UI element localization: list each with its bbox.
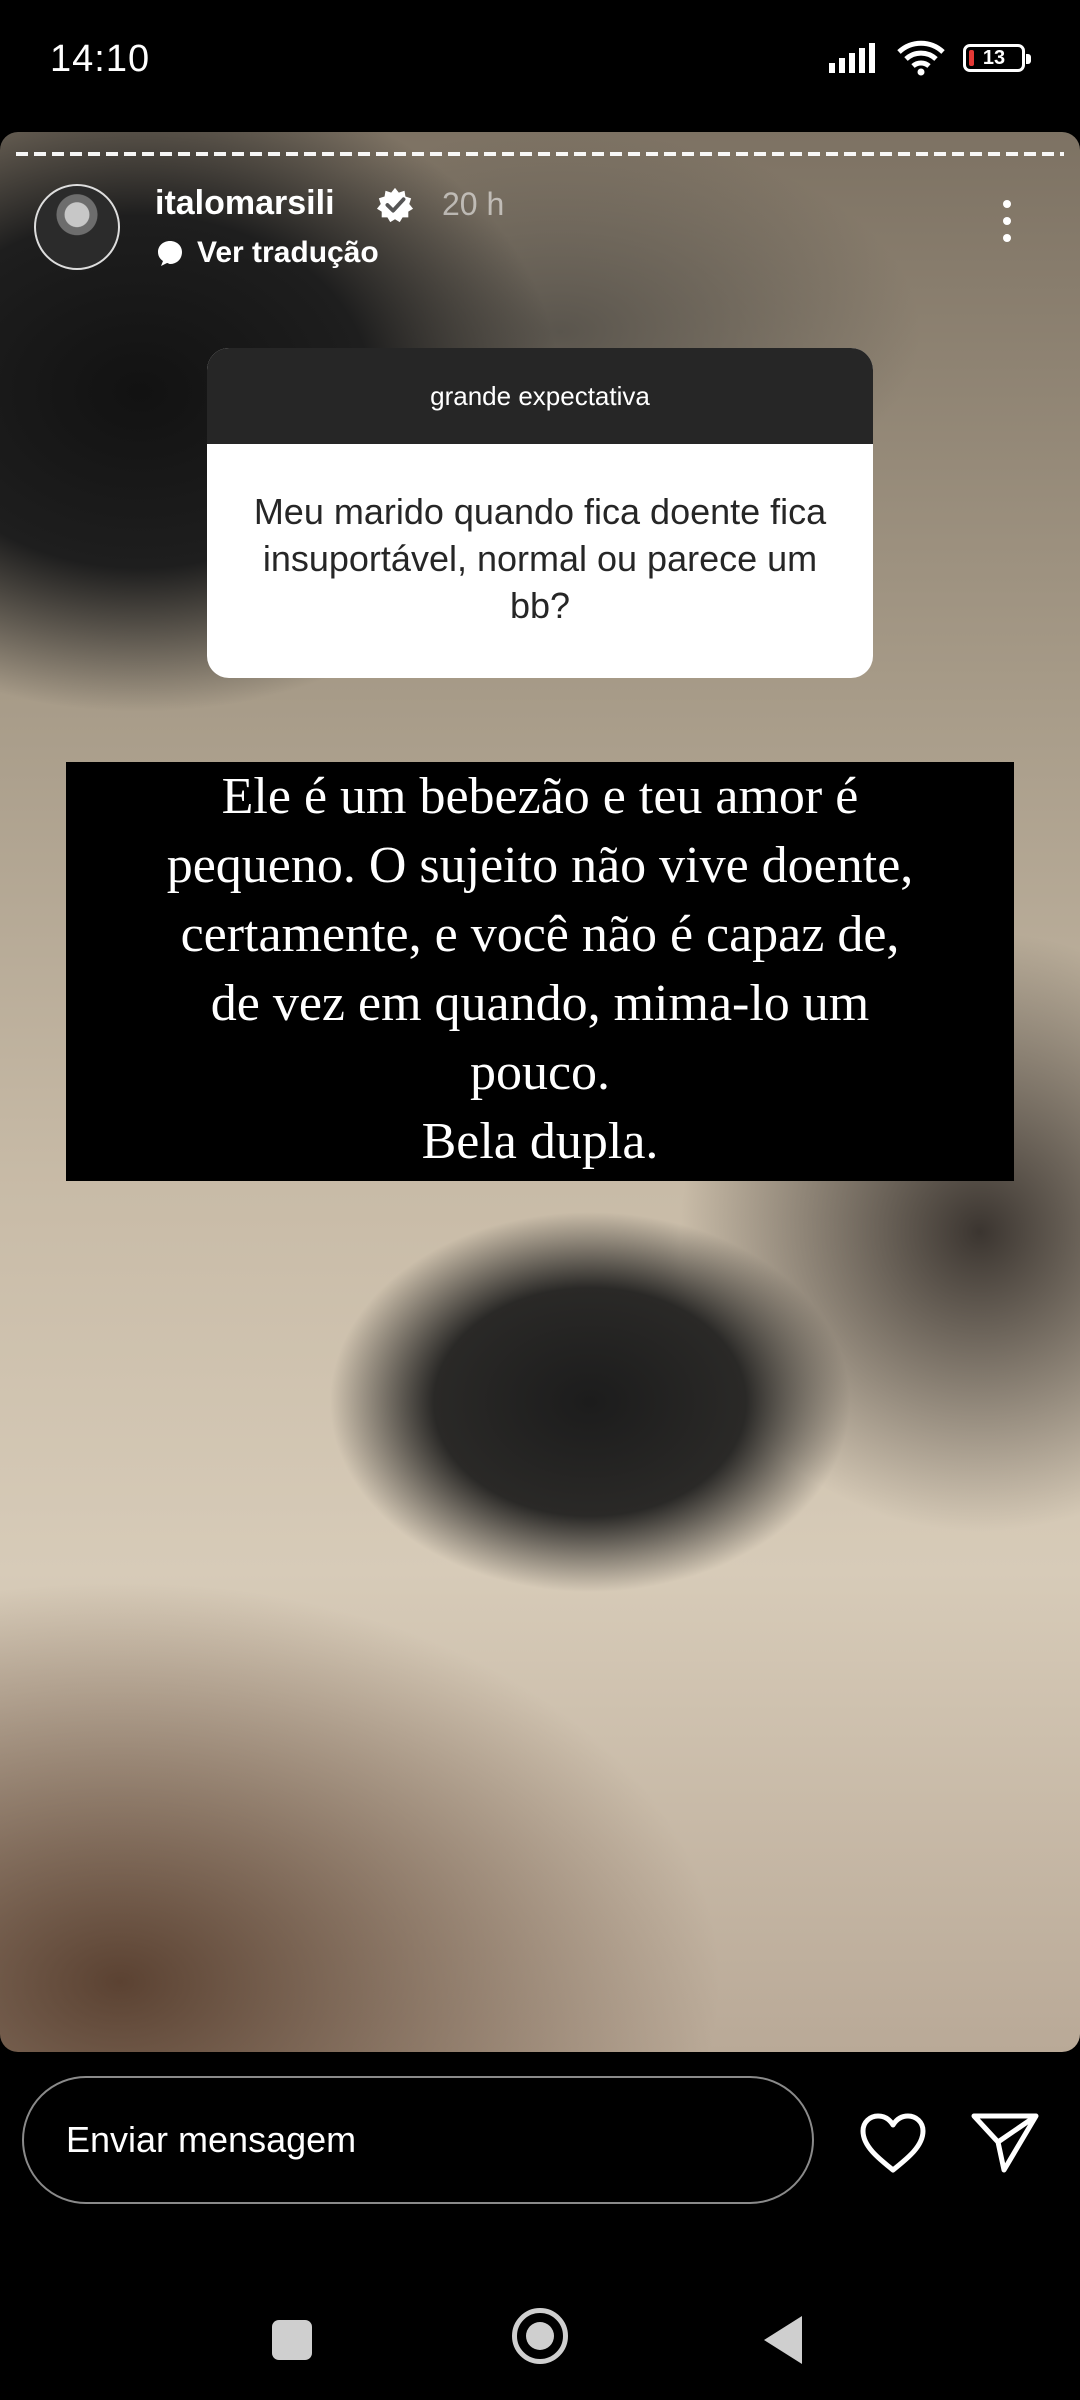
heart-icon[interactable] (858, 2112, 928, 2174)
translate-icon (155, 238, 185, 268)
send-icon[interactable] (970, 2110, 1040, 2174)
recents-icon[interactable] (272, 2320, 312, 2360)
status-icons (829, 40, 1025, 76)
question-sticker-text: Meu marido quando fica doente fica insuportável, normal ou parece um bb? (253, 491, 827, 626)
answer-text-block (66, 762, 1014, 1181)
home-icon[interactable] (512, 2308, 568, 2364)
answer-line: de vez em quando, mima-lo um (210, 975, 870, 1032)
message-input[interactable]: Enviar mensagem (22, 2076, 814, 2204)
translate-label: Ver tradução (197, 236, 379, 269)
status-time: 14:10 (50, 38, 151, 80)
back-icon[interactable] (764, 2316, 802, 2364)
signal-icon (829, 43, 879, 73)
answer-line: certamente, e você não é capaz de, (180, 906, 900, 963)
system-navigation-bar (0, 2262, 1080, 2400)
avatar[interactable] (34, 184, 120, 270)
answer-line: Ele é um bebezão e teu amor é (221, 768, 859, 825)
battery-icon (963, 44, 1025, 72)
story-age: 20 h (442, 186, 505, 222)
answer-line: pouco. (469, 1044, 611, 1101)
question-sticker[interactable] (207, 348, 873, 678)
more-options-icon[interactable] (1000, 200, 1014, 250)
wifi-icon (897, 40, 945, 76)
story-username[interactable]: italomarsili (155, 184, 335, 222)
story-viewer[interactable] (0, 132, 1080, 2052)
answer-line: pequeno. O sujeito não vive doente, (166, 837, 914, 894)
answer-line: Bela dupla. (421, 1113, 659, 1170)
verified-badge-icon (376, 186, 414, 224)
story-progress-bar (16, 152, 1064, 156)
battery-level: 13 (982, 46, 1006, 69)
translate-button[interactable] (155, 236, 379, 270)
status-bar (0, 0, 1080, 130)
question-sticker-header: grande expectativa (207, 348, 873, 444)
